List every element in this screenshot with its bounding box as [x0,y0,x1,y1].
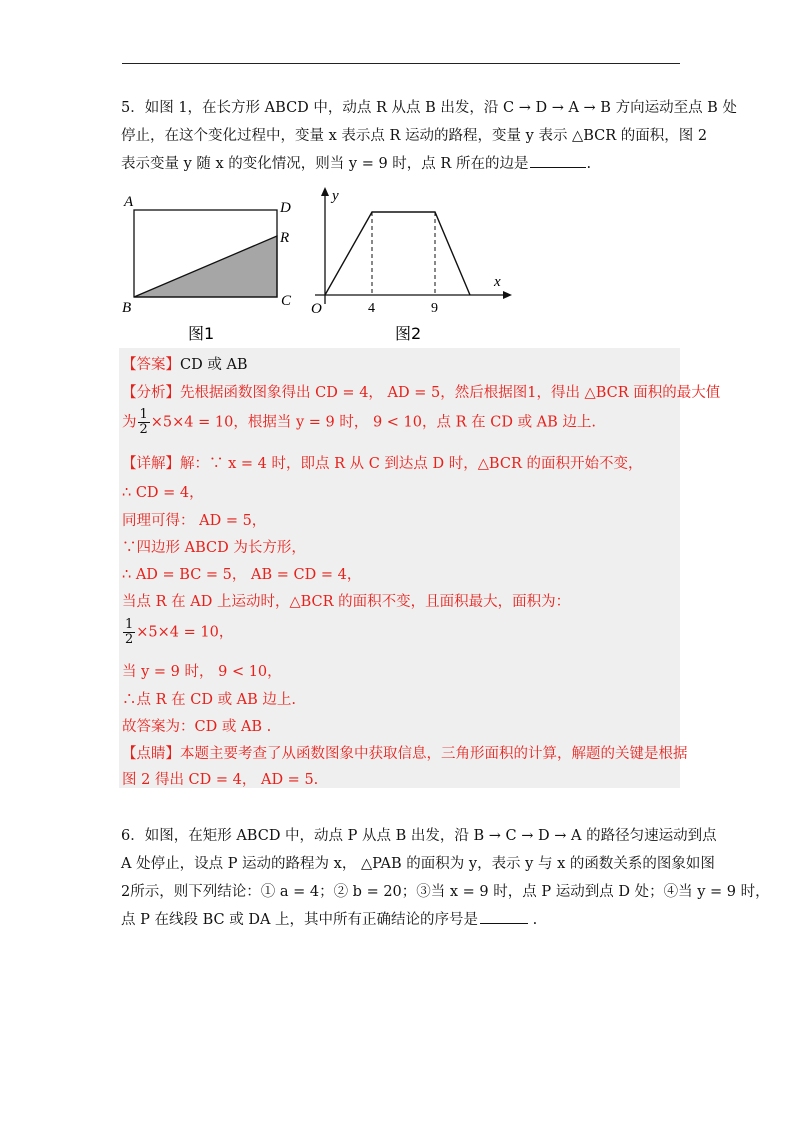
analysis-line-1 [122,381,720,402]
figure-1 [122,194,292,343]
shaded-triangle-bcr [134,236,277,297]
q6-line-2: A 处停止，设点 P 运动的路程为 x， △PAB 的面积为 y，表示 y 与 x 的函数关系的图象如图 [121,856,715,872]
function-graph [325,212,470,295]
fraction-denominator-2: 2 [125,632,134,647]
detail-line-4: ∵四边形 ABCD 为长方形， [122,540,306,556]
answer-tag: 【答案】 [122,357,180,373]
analysis-line-2 [122,408,596,437]
fraction-numerator-2: 1 [125,617,134,632]
caption-fig-2: 图2 [395,324,422,343]
answer-text: CD 或 AB [180,357,248,373]
label-c: C [281,293,292,309]
comment-line-2: 图 2 得出 CD = 4， AD = 5. [122,772,319,788]
question-5 [121,94,737,178]
detail-tag: 【详解】 [122,456,180,472]
tick-label-9: 9 [431,301,438,316]
q5-line-2: 停止，在这个变化过程中，变量 x 表示点 R 运动的路程，变量 y 表示 △BCR 的面积，图 2 [121,128,708,144]
analysis-text-1: 先根据函数图象得出 CD = 4， AD = 5，然后根据图1，得出 △BCR 面积的最大值 [180,385,721,401]
axis-label-x: x [494,274,501,290]
fraction-numerator: 1 [139,407,148,422]
detail-text-1: 解：∵ x = 4 时，即点 R 从 C 到达点 D 时，△BCR 的面积开始不变， [180,456,643,472]
label-d: D [280,200,291,216]
y-axis-arrow [321,187,329,196]
x-axis-arrow [503,291,512,299]
detail-line-10: 故答案为：CD 或 AB . [122,719,272,735]
detail-line-5: ∴ AD = BC = 5， AB = CD = 4， [122,567,362,583]
detail-line-2: ∴ CD = 4， [122,485,204,501]
detail-line-7 [122,618,233,647]
detail-line-3: 同理可得： AD = 5， [122,513,267,529]
detail-line-1 [122,452,642,473]
fraction-half [138,408,150,437]
detail-line-9: ∴点 R 在 CD 或 AB 边上. [122,692,297,708]
label-r: R [280,230,290,246]
origin-label: O [311,301,322,317]
fraction-denominator: 2 [139,422,148,437]
figure-svg [115,182,525,347]
q5-line-1: 5．如图 1，在长方形 ABCD 中，动点 R 从点 B 出发，沿 C → D → A → B 方向运动至点 B 处 [121,100,737,116]
comment-line-1 [122,742,688,763]
answer-line [122,353,248,374]
q5-line-3: 表示变量 y 随 x 的变化情况，则当 y = 9 时，点 R 所在的边是 [121,156,529,172]
answer-blank [530,151,586,168]
analysis-tag: 【分析】 [122,385,180,401]
tick-label-4: 4 [368,301,375,316]
comment-text-1: 本题主要考查了从函数图象中获取信息，三角形面积的计算，解题的关键是根据 [180,746,688,762]
question-6 [121,822,770,934]
analysis-text-2-pre: 为 [122,414,137,431]
detail-text-7: ×5×4 = 10， [136,624,234,641]
label-b: B [122,300,132,316]
caption-fig-1: 图1 [188,324,215,343]
detail-line-8: 当 y = 9 时， 9 < 10， [122,664,282,680]
label-a: A [124,194,134,210]
detail-line-6: 当点 R 在 AD 上运动时，△BCR 的面积不变，且面积最大，面积为： [122,594,571,610]
answer-blank-6 [480,907,528,924]
axis-label-y: y [332,188,339,204]
solution-panel [119,348,721,788]
q6-line-4-end: . [532,912,538,928]
header-rule [122,63,680,64]
q6-line-3: 2所示，则下列结论：① a = 4；② b = 20；③当 x = 9 时，点 P 运动到点 D 处；④当 y = 9 时， [121,884,770,900]
q6-line-4: 点 P 在线段 BC 或 DA 上，其中所有正确结论的序号是 [121,912,479,928]
fraction-half-2 [123,618,135,647]
figure-2 [311,187,512,343]
analysis-text-2: ×5×4 = 10，根据当 y = 9 时， 9 < 10，点 R 在 CD 或 AB 边上. [150,414,597,431]
figures [115,182,525,347]
q5-line-3-end: . [586,156,592,172]
comment-tag: 【点睛】 [122,746,180,762]
q6-line-1: 6．如图，在矩形 ABCD 中，动点 P 从点 B 出发，沿 B → C → D → A 的路径匀速运动到点 [121,828,717,844]
